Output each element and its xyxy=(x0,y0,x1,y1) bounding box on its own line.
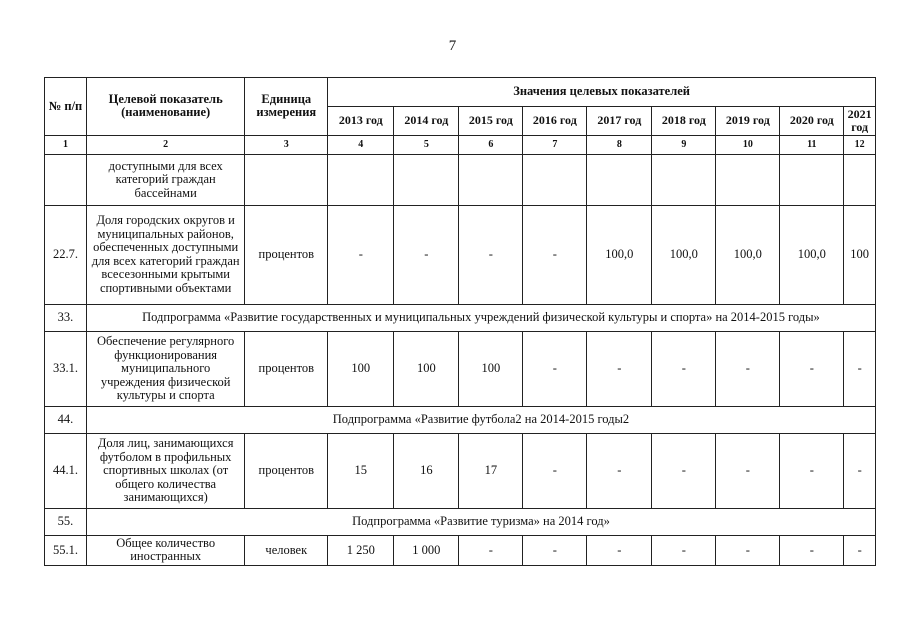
value-cell: 100 xyxy=(844,205,876,304)
indicator-name: Общее количество иностранных xyxy=(86,535,244,565)
table-row xyxy=(45,205,876,304)
value-cell: - xyxy=(780,331,844,406)
value-cell: 100,0 xyxy=(780,205,844,304)
row-number xyxy=(45,154,87,205)
value-cell: 100 xyxy=(459,331,523,406)
header-year: 2019 год xyxy=(716,107,780,136)
value-cell: - xyxy=(523,331,587,406)
header-year: 2016 год xyxy=(523,107,587,136)
column-number: 10 xyxy=(716,135,780,154)
unit-cell: процентов xyxy=(245,205,328,304)
value-cell: 17 xyxy=(459,433,523,508)
indicator-name: доступными для всех категорий граждан бассейнами xyxy=(86,154,244,205)
row-number: 44.1. xyxy=(45,433,87,508)
column-number: 3 xyxy=(245,135,328,154)
subprogram-title: Подпрограмма «Развитие футбола2 на 2014-2015 годы2 xyxy=(86,406,875,433)
table-row xyxy=(45,433,876,508)
indicator-name: Доля лиц, занимающихся футболом в профильных спортивных школах (от общего количества занимающихся) xyxy=(86,433,244,508)
indicator-name: Обеспечение регулярного функционирования муниципального учреждения физической культуры и спорта xyxy=(86,331,244,406)
value-cell: 100 xyxy=(328,331,394,406)
header-unit: Единица измерения xyxy=(245,78,328,136)
header-year: 2015 год xyxy=(459,107,523,136)
header-year: 2014 год xyxy=(394,107,459,136)
unit-cell xyxy=(245,154,328,205)
value-cell xyxy=(844,154,876,205)
value-cell: - xyxy=(844,331,876,406)
header-indicator: Целевой показатель (наименование) xyxy=(86,78,244,136)
value-cell: - xyxy=(780,433,844,508)
value-cell: - xyxy=(716,331,780,406)
column-number: 8 xyxy=(587,135,652,154)
value-cell xyxy=(780,154,844,205)
value-cell xyxy=(459,154,523,205)
value-cell: - xyxy=(716,433,780,508)
value-cell xyxy=(394,154,459,205)
header-num: № п/п xyxy=(45,78,87,136)
column-numbers-row xyxy=(45,135,876,154)
value-cell: 100,0 xyxy=(652,205,716,304)
subprogram-row xyxy=(45,508,876,535)
value-cell: - xyxy=(394,205,459,304)
subprogram-row xyxy=(45,406,876,433)
header-row xyxy=(45,78,876,107)
row-number: 55.1. xyxy=(45,535,87,565)
column-number: 2 xyxy=(86,135,244,154)
value-cell: - xyxy=(844,433,876,508)
unit-cell: процентов xyxy=(245,433,328,508)
value-cell: 15 xyxy=(328,433,394,508)
value-cell xyxy=(523,154,587,205)
value-cell: - xyxy=(459,205,523,304)
value-cell: - xyxy=(780,535,844,565)
row-number: 33. xyxy=(45,304,87,331)
value-cell: - xyxy=(652,331,716,406)
unit-cell: человек xyxy=(245,535,328,565)
row-number: 55. xyxy=(45,508,87,535)
value-cell: - xyxy=(523,205,587,304)
column-number: 7 xyxy=(523,135,587,154)
value-cell: - xyxy=(328,205,394,304)
value-cell: 1 250 xyxy=(328,535,394,565)
page-number: 7 xyxy=(448,38,457,54)
value-cell: 100,0 xyxy=(716,205,780,304)
value-cell: - xyxy=(587,433,652,508)
value-cell: 100 xyxy=(394,331,459,406)
value-cell: - xyxy=(523,535,587,565)
column-number: 9 xyxy=(652,135,716,154)
table-row xyxy=(45,154,876,205)
unit-cell: процентов xyxy=(245,331,328,406)
table-row xyxy=(45,331,876,406)
subprogram-row xyxy=(45,304,876,331)
value-cell: - xyxy=(844,535,876,565)
header-values: Значения целевых показателей xyxy=(328,78,876,107)
target-indicators-table xyxy=(44,77,876,566)
column-number: 11 xyxy=(780,135,844,154)
header-year: 2021 год xyxy=(844,107,876,136)
value-cell xyxy=(328,154,394,205)
value-cell xyxy=(652,154,716,205)
value-cell: - xyxy=(587,331,652,406)
column-number: 12 xyxy=(844,135,876,154)
value-cell: - xyxy=(459,535,523,565)
table-row xyxy=(45,535,876,565)
header-year: 2017 год xyxy=(587,107,652,136)
column-number: 1 xyxy=(45,135,87,154)
value-cell: 1 000 xyxy=(394,535,459,565)
column-number: 6 xyxy=(459,135,523,154)
header-year: 2020 год xyxy=(780,107,844,136)
header-year: 2013 год xyxy=(328,107,394,136)
row-number: 22.7. xyxy=(45,205,87,304)
row-number: 44. xyxy=(45,406,87,433)
value-cell xyxy=(716,154,780,205)
row-number: 33.1. xyxy=(45,331,87,406)
value-cell: - xyxy=(587,535,652,565)
header-year: 2018 год xyxy=(652,107,716,136)
value-cell: - xyxy=(652,535,716,565)
value-cell: 100,0 xyxy=(587,205,652,304)
value-cell: - xyxy=(652,433,716,508)
indicator-name: Доля городских округов и муниципальных районов, обеспеченных доступными для всех категорий граждан всесезонными крытыми спортивными объектами xyxy=(86,205,244,304)
value-cell: - xyxy=(523,433,587,508)
value-cell: 16 xyxy=(394,433,459,508)
subprogram-title: Подпрограмма «Развитие туризма» на 2014 год» xyxy=(86,508,875,535)
column-number: 4 xyxy=(328,135,394,154)
subprogram-title: Подпрограмма «Развитие государственных и муниципальных учреждений физической культуры и спорта» на 2014-2015 годы» xyxy=(86,304,875,331)
value-cell xyxy=(587,154,652,205)
column-number: 5 xyxy=(394,135,459,154)
value-cell: - xyxy=(716,535,780,565)
